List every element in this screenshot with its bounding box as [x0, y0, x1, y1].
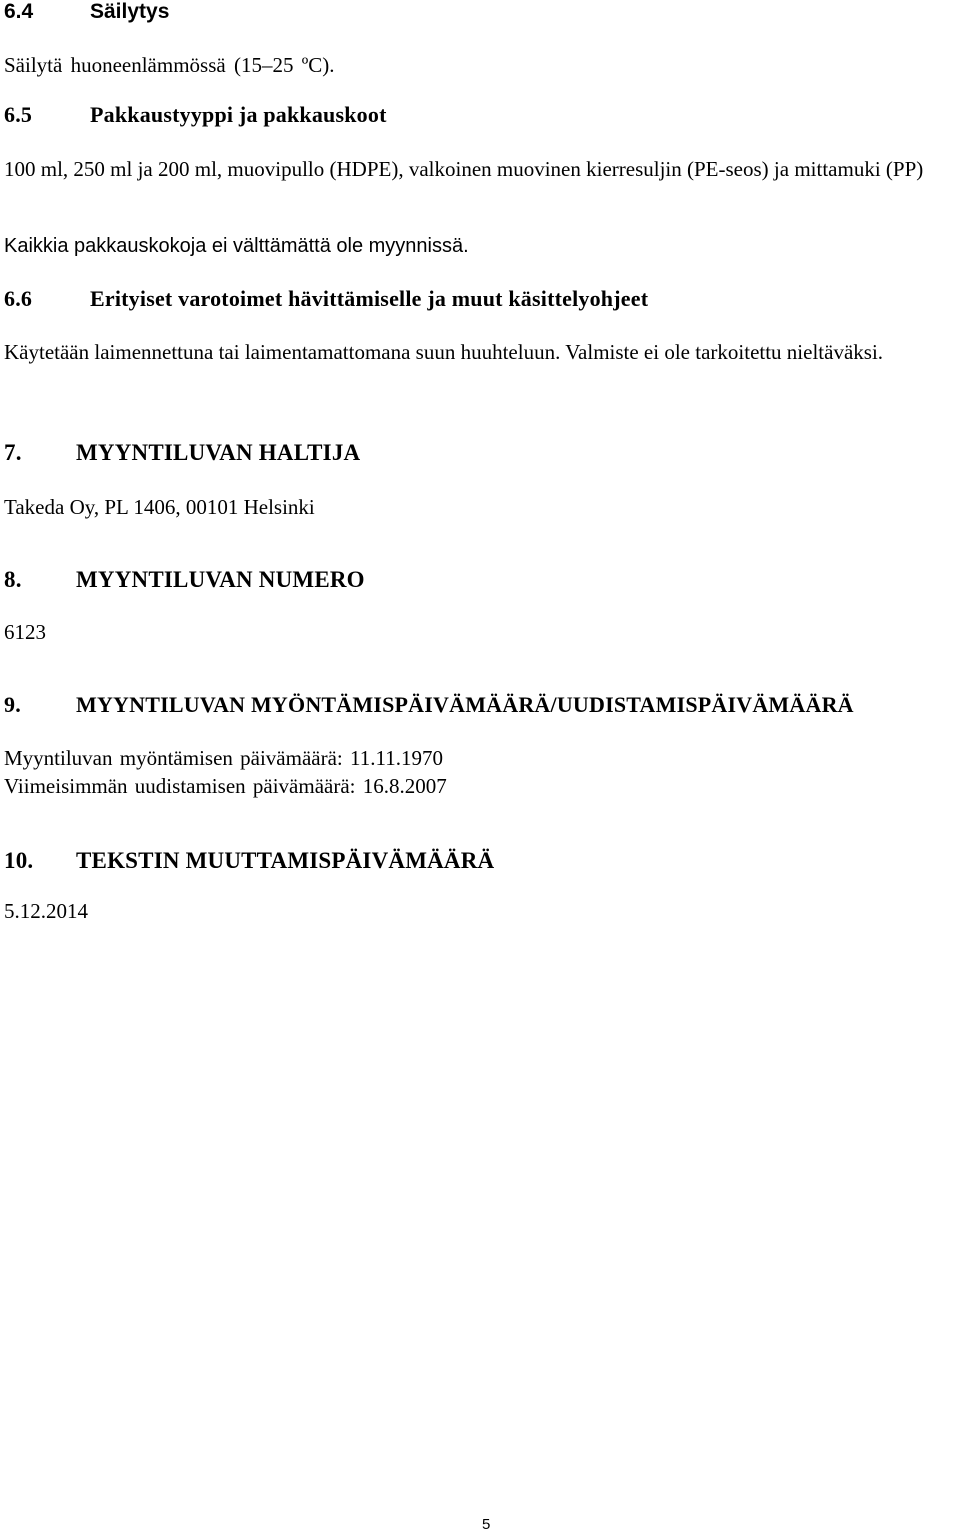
- section-6-5-body: 100 ml, 250 ml ja 200 ml, muovipullo (HDPE), valkoinen muovinen kierresuljin (PE-seos) ja mittamuki (PP): [4, 157, 924, 181]
- section-title: MYYNTILUVAN NUMERO: [76, 567, 365, 592]
- section-8-body: 6123: [4, 620, 46, 644]
- section-title: Erityiset varotoimet hävittämiselle ja muut käsittelyohjeet: [90, 286, 649, 311]
- section-title: MYYNTILUVAN MYÖNTÄMISPÄIVÄMÄÄRÄ/UUDISTAMISPÄIVÄMÄÄRÄ: [76, 692, 854, 717]
- section-number: 7.: [4, 440, 22, 465]
- section-8-heading: [4, 567, 365, 593]
- section-title: Pakkaustyyppi ja pakkauskoot: [90, 102, 387, 127]
- section-title: Säilytys: [90, 0, 170, 23]
- section-9-heading: [4, 692, 854, 718]
- section-9-line-1: Myyntiluvan myöntämisen päivämäärä: 11.11.1970: [4, 746, 443, 770]
- section-6-6-heading: [4, 286, 648, 312]
- section-7-heading: [4, 440, 360, 466]
- section-title: MYYNTILUVAN HALTIJA: [76, 440, 361, 465]
- section-number: 8.: [4, 567, 22, 592]
- section-10-body: 5.12.2014: [4, 899, 88, 923]
- section-6-5-heading: [4, 102, 387, 128]
- section-6-5-note: Kaikkia pakkauskokoja ei välttämättä ole myynnissä.: [4, 235, 469, 257]
- section-6-6-body: Käytetään laimennettuna tai laimentamattomana suun huuhteluun. Valmiste ei ole tarkoitettu nieltäväksi.: [4, 340, 884, 364]
- page-number: 5: [482, 1516, 491, 1533]
- section-6-4-heading: [4, 0, 169, 24]
- section-number: 6.5: [4, 102, 33, 127]
- section-number: 10.: [4, 848, 34, 873]
- section-6-4-body: Säilytä huoneenlämmössä (15–25 ºC).: [4, 53, 335, 77]
- section-title: TEKSTIN MUUTTAMISPÄIVÄMÄÄRÄ: [76, 848, 495, 873]
- section-7-body: Takeda Oy, PL 1406, 00101 Helsinki: [4, 495, 315, 519]
- section-10-heading: [4, 848, 494, 874]
- section-number: 6.6: [4, 286, 33, 311]
- section-number: 6.4: [4, 0, 34, 23]
- section-9-line-2: Viimeisimmän uudistamisen päivämäärä: 16.8.2007: [4, 774, 447, 798]
- section-number: 9.: [4, 692, 21, 717]
